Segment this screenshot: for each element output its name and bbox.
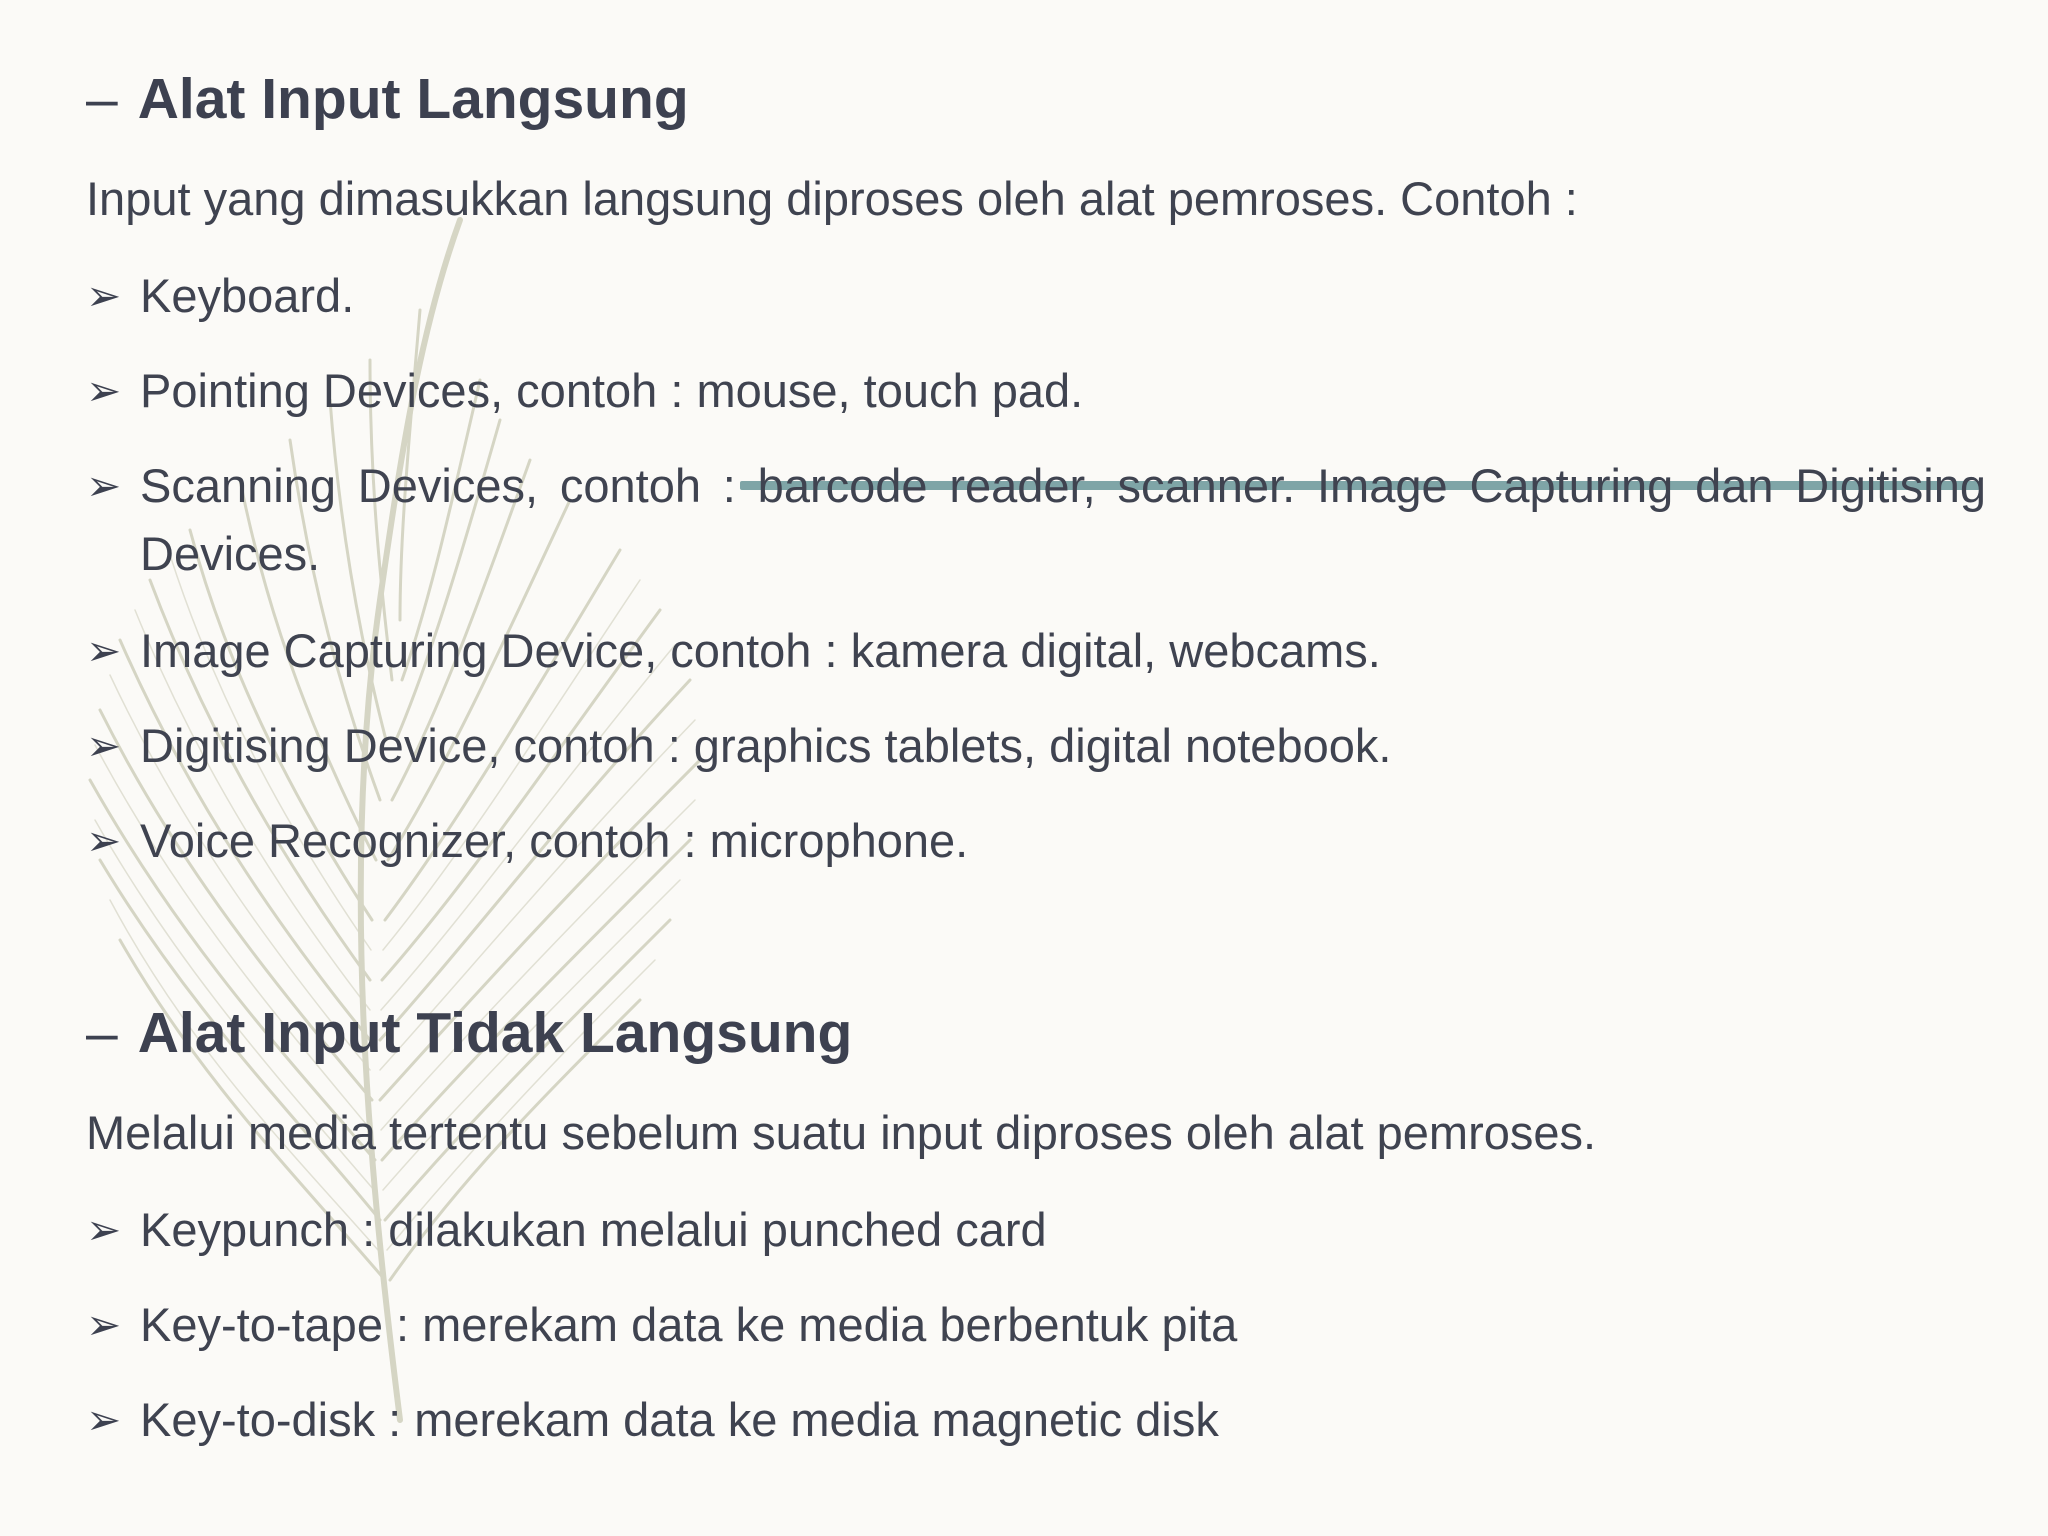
bullet-arrow-icon: ➢ <box>86 627 122 674</box>
heading-dash: – <box>86 67 118 131</box>
bullet-arrow-icon: ➢ <box>86 1396 122 1443</box>
list-item-text: Pointing Devices, contoh : mouse, touch pad. <box>140 364 1084 417</box>
heading-dash: – <box>86 1001 118 1065</box>
section1-intro: Input yang dimasukkan langsung diproses oleh alat pemroses. Contoh : <box>86 172 1578 225</box>
list-item <box>86 262 1986 330</box>
section1-title: Alat Input Langsung <box>137 67 689 131</box>
list-item-text: Voice Recognizer, contoh : microphone. <box>140 814 969 867</box>
bullet-arrow-icon: ➢ <box>86 272 122 319</box>
list-item-text: Keypunch : dilakukan melalui punched card <box>140 1203 1047 1256</box>
section2-heading <box>86 1000 852 1066</box>
bullet-arrow-icon: ➢ <box>86 1301 122 1348</box>
list-item <box>86 712 1986 780</box>
section2-intro: Melalui media tertentu sebelum suatu input diproses oleh alat pemroses. <box>86 1106 1597 1159</box>
list-item <box>86 617 1986 685</box>
list-item <box>86 357 1986 425</box>
section2-title: Alat Input Tidak Langsung <box>137 1001 853 1065</box>
list-item <box>86 807 1986 875</box>
list-item <box>86 1386 1986 1454</box>
bullet-arrow-icon: ➢ <box>86 462 122 509</box>
list-item-text: Key-to-tape : merekam data ke media berbentuk pita <box>140 1298 1238 1351</box>
section1-heading <box>86 66 689 132</box>
list-item-text: Image Capturing Device, contoh : kamera digital, webcams. <box>140 624 1381 677</box>
list-item-text: Digitising Device, contoh : graphics tablets, digital notebook. <box>140 719 1392 772</box>
list-item-text: Scanning Devices, contoh : barcode reader, scanner. Image Capturing dan Digitising Devices. <box>140 459 1986 580</box>
bullet-arrow-icon: ➢ <box>86 367 122 414</box>
list-item-text: Key-to-disk : merekam data ke media magnetic disk <box>140 1393 1219 1446</box>
bullet-arrow-icon: ➢ <box>86 722 122 769</box>
bullet-arrow-icon: ➢ <box>86 817 122 864</box>
bullet-arrow-icon: ➢ <box>86 1206 122 1253</box>
list-item <box>86 1291 1986 1359</box>
list-item <box>86 1196 1986 1264</box>
list-item <box>86 452 1986 588</box>
list-item-text: Keyboard. <box>140 269 355 322</box>
